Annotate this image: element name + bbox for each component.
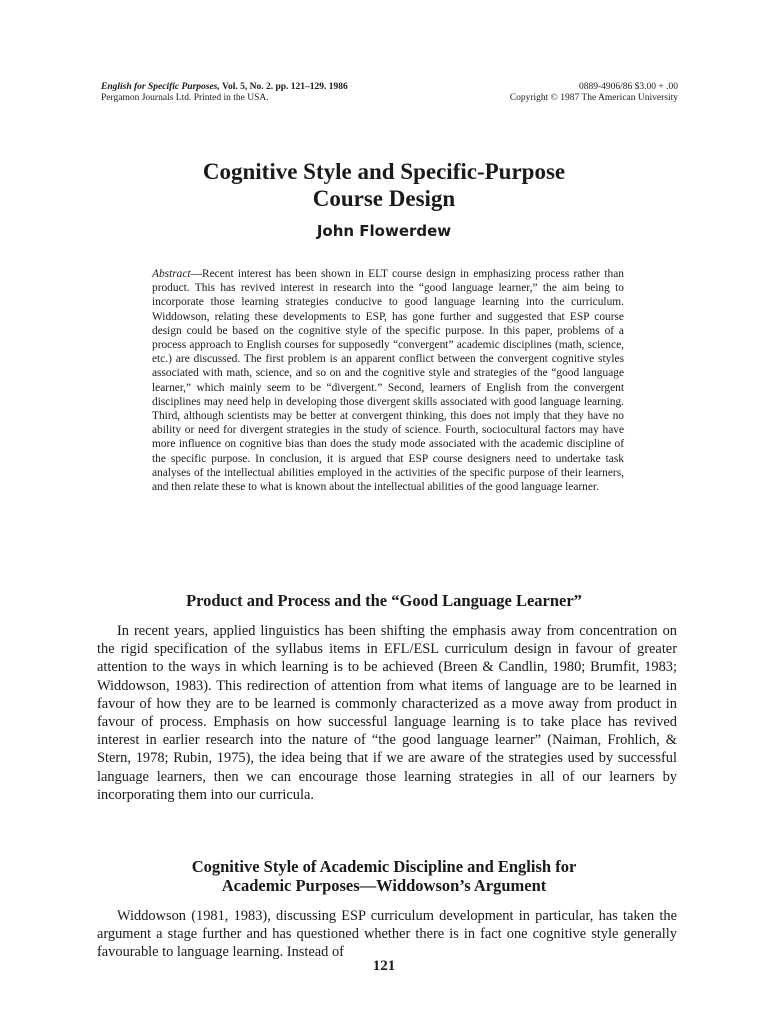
journal-name: English for Specific Purposes, [101,82,220,92]
abstract [152,267,624,494]
abstract-text: —Recent interest has been shown in ELT course design in emphasizing process rather than product. This has revived interest in research into the “good language learner,” the aim being to incorporate those learning strategies conducive to good language learning into the curriculum. Widdowson, relating these developments to ESP, has gone further and suggested that ESP course design could be based on the cognitive style of the specific purpose. In this paper, problems of a process approach to English courses for supposedly “convergent” academic disciplines (math, science, etc.) are discussed. The first problem is an apparent conflict between the convergent cognitive styles associated with math, science, and so on and the cognitive style and strategies of the “good language learner,” which mainly seem to be “divergent.” Second, learners of English from the convergent disciplines may need help in developing those divergent skills associated with good language learning. Third, although scientists may be better at convergent thinking, this does not imply that they have no ability or need for divergent strategies in the study of science. Fourth, sociocultural factors may have more influence on cognitive bias than does the study mode associated with the academic discipline of the specific purpose. In conclusion, it is argued that ESP course designers need to undertake task analyses of the intellectual abilities employed in the activities of the specific purpose of their learners, and then relate these to what is known about the intellectual abilities of the good language learner. [152,268,624,494]
copyright-line: Copyright © 1987 The American University [509,93,678,103]
issn-price: 0889-4906/86 $3.00 + .00 [578,82,678,92]
article-title [84,158,684,212]
title-line-1: Cognitive Style and Specific-Purpose [202,159,566,184]
page-number: 121 [372,958,396,974]
journal-citation [101,82,348,93]
abstract-label: Abstract [152,268,191,280]
section-heading-2-line-1: Cognitive Style of Academic Discipline and English for [191,857,577,876]
title-line-2: Course Design [312,186,456,211]
running-header-right [510,82,678,104]
section-heading-2-line-2: Academic Purposes—Widdowson’s Argument [221,876,547,895]
author-name: John Flowerdew [316,222,452,240]
body-paragraph-2: Widdowson (1981, 1983), discussing ESP curriculum development in particular, has taken the argument a stage further and has questioned whether there is in fact one cognitive style generally favourable to language learning. Instead of [97,908,677,961]
running-header-left [101,82,348,104]
section-heading-2 [84,857,684,895]
body-paragraph-1: In recent years, applied linguistics has been shifting the emphasis away from concentration on the rigid specification of the syllabus items in EFL/ESL curriculum design in favour of greater attention to the ways in which learning is to be achieved (Breen & Candlin, 1980; Brumfit, 1983; Widdowson, 1983). This redirection of attention from what items of language are to be learned in favour of how they are to be learned is commonly characterized as a move away from product in favour of process. Emphasis on how successful language learning is to take place has revived interest in earlier research into the nature of “the good language learner” (Naiman, Frohlich, & Stern, 1978; Rubin, 1975), the idea being that if we are aware of the strategies used by successful language learners, then we can encourage those learning strategies in all of our learners by incorporating them into our curricula. [97,623,677,803]
publisher-line: Pergamon Journals Ltd. Printed in the USA. [101,93,269,103]
volume-pages: Vol. 5, No. 2. pp. 121–129. 1986 [219,82,348,92]
section-heading-1: Product and Process and the “Good Language Learner” [186,591,582,610]
